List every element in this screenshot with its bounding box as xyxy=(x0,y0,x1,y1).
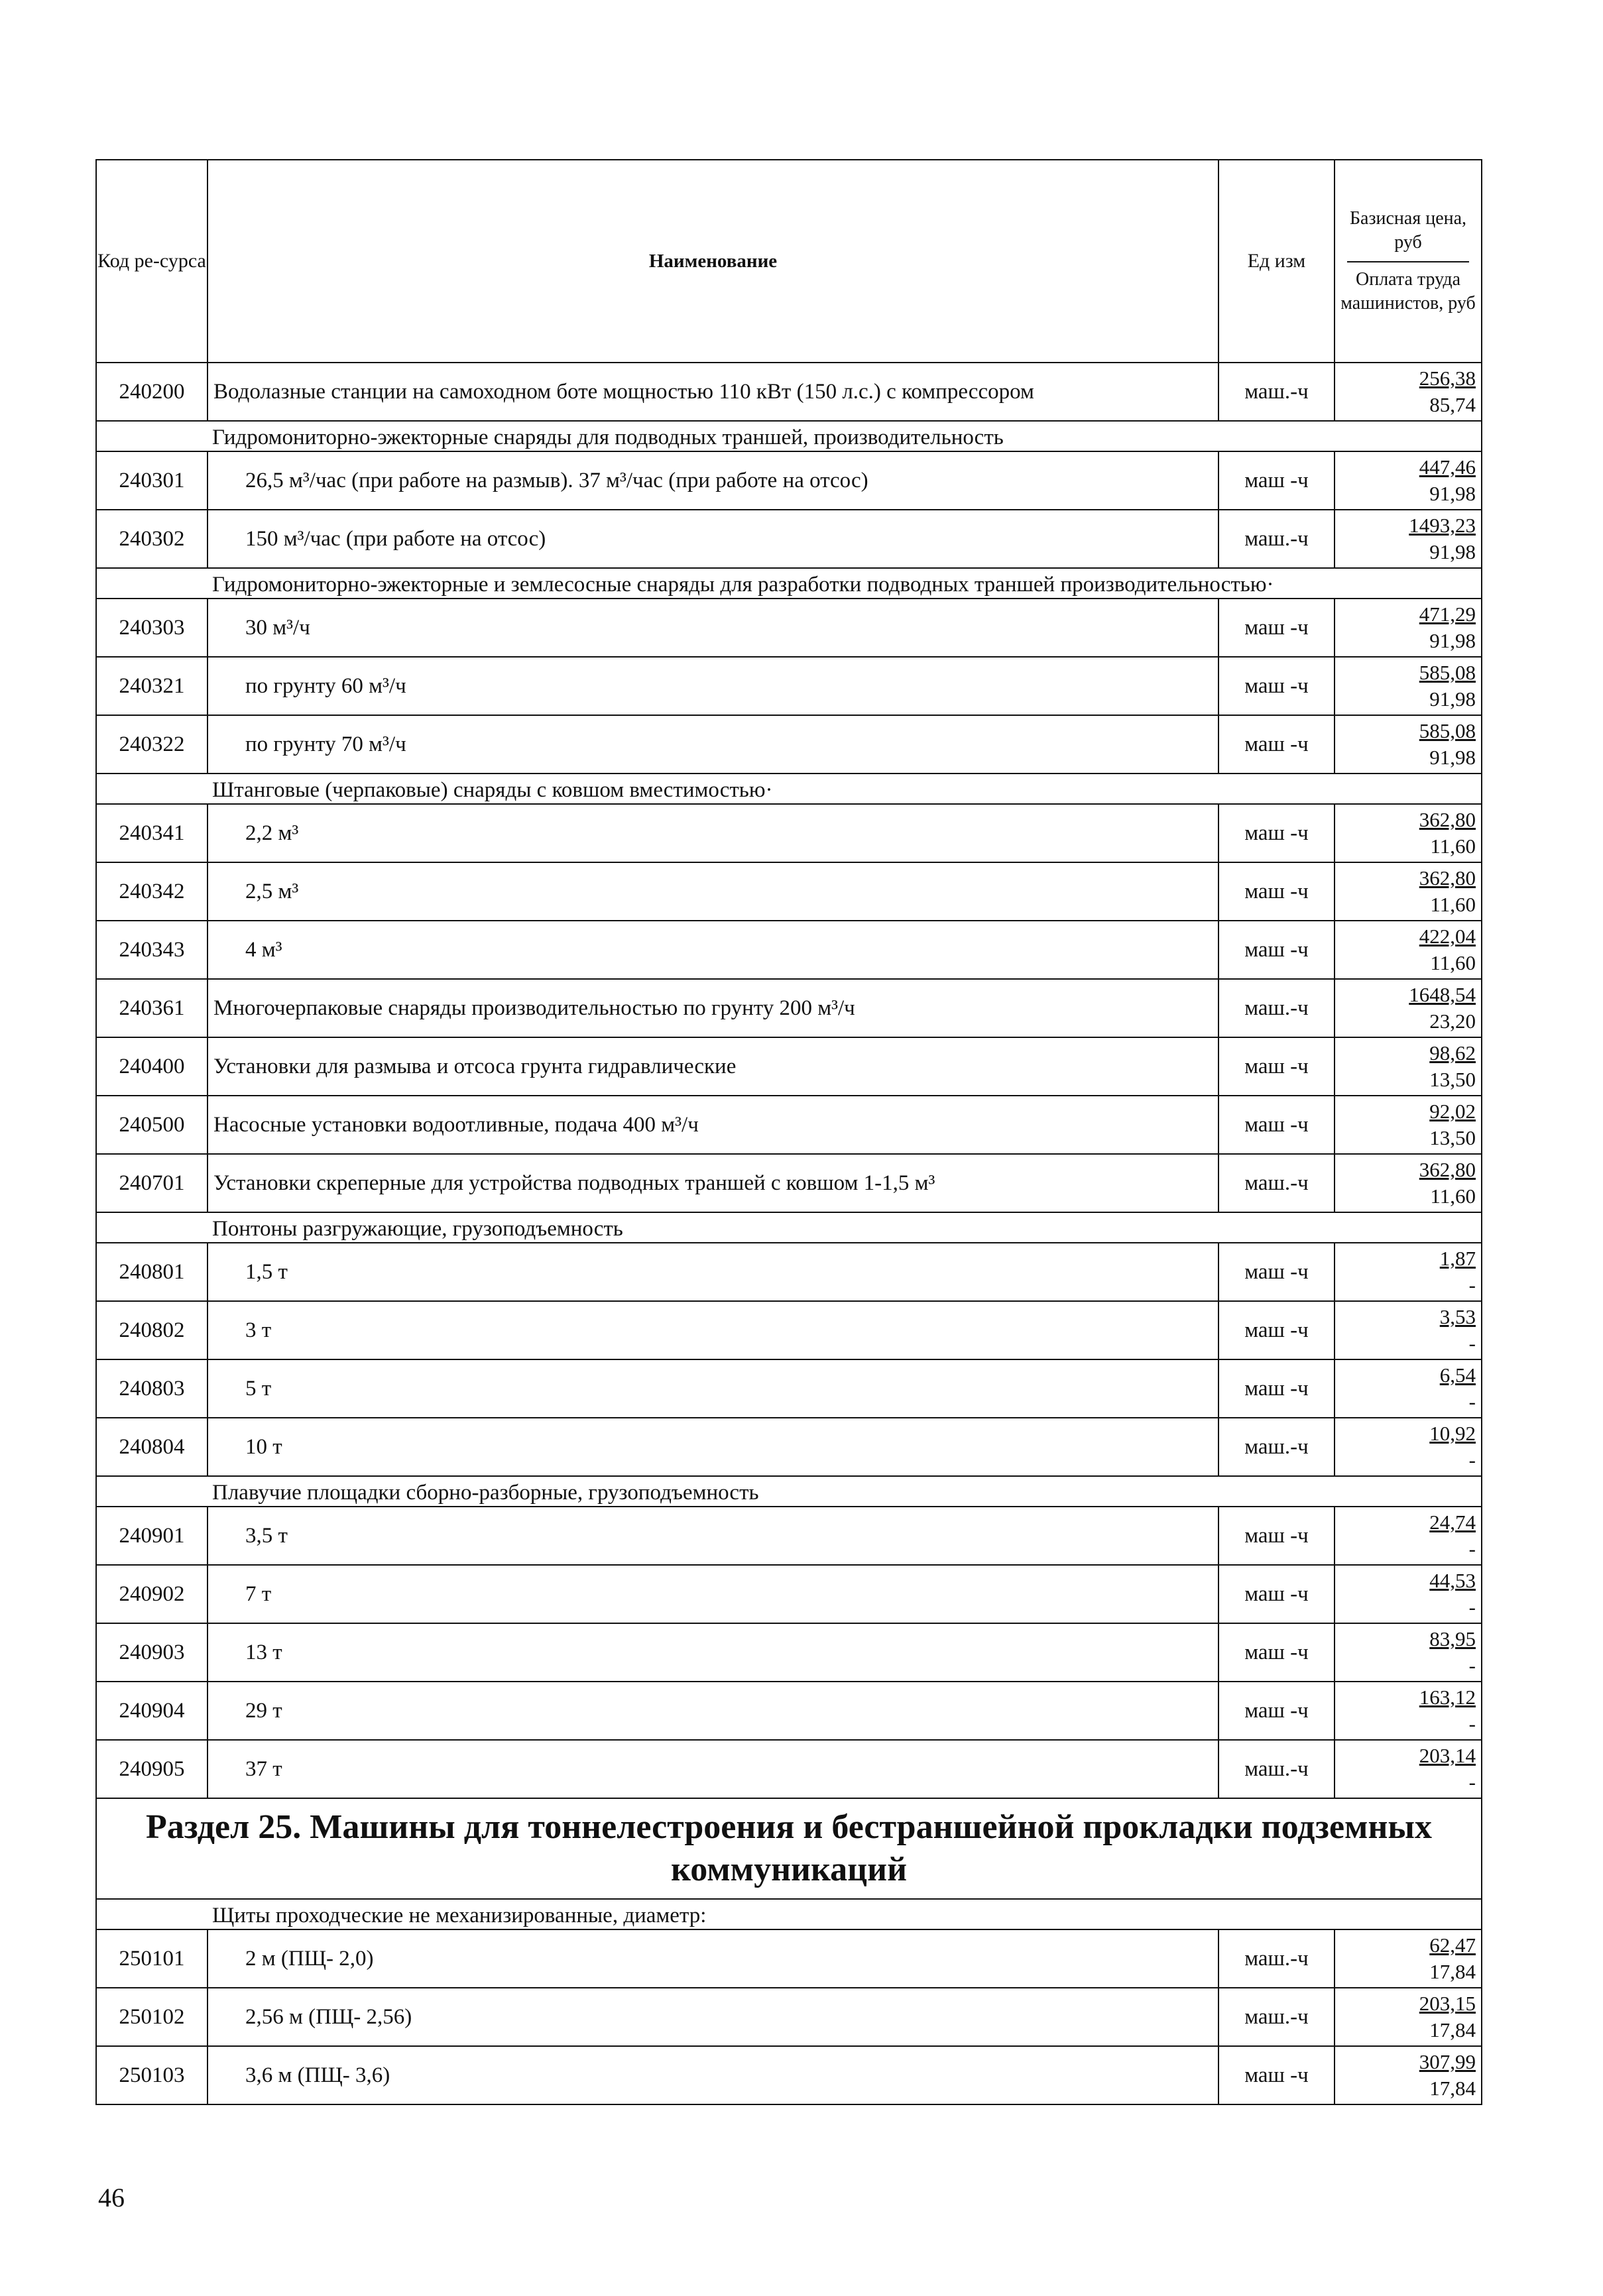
table-row xyxy=(96,510,1482,568)
group-heading-row xyxy=(96,1899,1482,1929)
unit-of-measure: маш -ч xyxy=(1218,1243,1335,1301)
base-price: 362,80 xyxy=(1419,866,1476,890)
price-cell xyxy=(1335,1418,1482,1476)
price-cell xyxy=(1335,1301,1482,1359)
table-row xyxy=(96,1565,1482,1623)
header-price xyxy=(1335,160,1482,363)
operator-wage: - xyxy=(1468,1390,1476,1413)
group-heading: Гидромониторно-эжекторные снаряды для подводных траншей, производительность xyxy=(96,421,1482,451)
table-row xyxy=(96,1037,1482,1096)
resource-code: 240341 xyxy=(96,804,208,862)
base-price: 362,80 xyxy=(1419,1158,1476,1181)
resource-code: 240903 xyxy=(96,1623,208,1682)
base-price: 1,87 xyxy=(1439,1247,1476,1270)
operator-wage: 13,50 xyxy=(1429,1068,1476,1091)
unit-of-measure: маш.-ч xyxy=(1218,1929,1335,1988)
unit-of-measure: маш -ч xyxy=(1218,1096,1335,1154)
unit-of-measure: маш.-ч xyxy=(1218,363,1335,421)
base-price: 83,95 xyxy=(1429,1627,1476,1650)
table-header-row xyxy=(96,160,1482,363)
unit-of-measure: маш.-ч xyxy=(1218,1988,1335,2046)
operator-wage: 13,50 xyxy=(1429,1126,1476,1149)
unit-of-measure: маш -ч xyxy=(1218,1507,1335,1565)
unit-of-measure: маш -ч xyxy=(1218,451,1335,510)
price-cell xyxy=(1335,862,1482,921)
group-heading-row xyxy=(96,568,1482,599)
resource-name: 37 т xyxy=(208,1740,1218,1798)
price-cell xyxy=(1335,1154,1482,1212)
table-row xyxy=(96,1301,1482,1359)
operator-wage: - xyxy=(1468,1654,1476,1677)
unit-of-measure: маш -ч xyxy=(1218,1623,1335,1682)
price-cell xyxy=(1335,1096,1482,1154)
resource-code: 240500 xyxy=(96,1096,208,1154)
base-price: 98,62 xyxy=(1429,1041,1476,1064)
resource-code: 240343 xyxy=(96,921,208,979)
resource-price-table xyxy=(95,159,1482,2105)
price-table-page xyxy=(95,159,1481,2105)
price-cell xyxy=(1335,1359,1482,1418)
base-price: 422,04 xyxy=(1419,925,1476,948)
base-price: 203,15 xyxy=(1419,1992,1476,2015)
base-price: 163,12 xyxy=(1419,1686,1476,1709)
base-price: 471,29 xyxy=(1419,603,1476,626)
unit-of-measure: маш -ч xyxy=(1218,657,1335,715)
price-cell xyxy=(1335,1682,1482,1740)
operator-wage: - xyxy=(1468,1273,1476,1296)
base-price: 307,99 xyxy=(1419,2050,1476,2073)
base-price: 3,53 xyxy=(1439,1305,1476,1328)
base-price: 1493,23 xyxy=(1409,514,1476,537)
resource-code: 240802 xyxy=(96,1301,208,1359)
resource-name: 10 т xyxy=(208,1418,1218,1476)
table-row xyxy=(96,1623,1482,1682)
resource-name: Многочерпаковые снаряды производительностью по грунту 200 м³/ч xyxy=(208,979,1218,1037)
table-row xyxy=(96,599,1482,657)
resource-name: 1,5 т xyxy=(208,1243,1218,1301)
price-cell xyxy=(1335,363,1482,421)
resource-code: 240901 xyxy=(96,1507,208,1565)
resource-code: 240801 xyxy=(96,1243,208,1301)
resource-name: Установки скреперные для устройства подводных траншей с ковшом 1-1,5 м³ xyxy=(208,1154,1218,1212)
operator-wage: 11,60 xyxy=(1430,951,1476,974)
unit-of-measure: маш -ч xyxy=(1218,1565,1335,1623)
resource-name: по грунту 70 м³/ч xyxy=(208,715,1218,774)
operator-wage: 91,98 xyxy=(1429,687,1476,711)
resource-code: 240904 xyxy=(96,1682,208,1740)
resource-name: по грунту 60 м³/ч xyxy=(208,657,1218,715)
price-cell xyxy=(1335,1740,1482,1798)
resource-code: 240303 xyxy=(96,599,208,657)
unit-of-measure: маш -ч xyxy=(1218,862,1335,921)
group-heading: Плавучие площадки сборно-разборные, грузоподъемность xyxy=(96,1476,1482,1507)
operator-wage: 91,98 xyxy=(1429,746,1476,769)
table-row xyxy=(96,1154,1482,1212)
resource-name: Водолазные станции на самоходном боте мощностью 110 кВт (150 л.с.) с компрессором xyxy=(208,363,1218,421)
operator-wage: 85,74 xyxy=(1429,393,1476,416)
table-row xyxy=(96,862,1482,921)
table-body xyxy=(96,363,1482,2104)
header-price-labor: Оплата труда машинистов, руб xyxy=(1340,269,1476,314)
operator-wage: 17,84 xyxy=(1429,2077,1476,2100)
price-cell xyxy=(1335,1929,1482,1988)
header-name: Наименование xyxy=(208,160,1218,363)
base-price: 203,14 xyxy=(1419,1744,1476,1767)
base-price: 24,74 xyxy=(1429,1511,1476,1534)
group-heading-row xyxy=(96,1212,1482,1243)
base-price: 585,08 xyxy=(1419,719,1476,742)
unit-of-measure: маш.-ч xyxy=(1218,510,1335,568)
operator-wage: 11,60 xyxy=(1430,1184,1476,1208)
table-row xyxy=(96,1988,1482,2046)
base-price: 10,92 xyxy=(1429,1422,1476,1445)
unit-of-measure: маш -ч xyxy=(1218,2046,1335,2104)
resource-code: 240902 xyxy=(96,1565,208,1623)
price-cell xyxy=(1335,1623,1482,1682)
resource-name: 3,5 т xyxy=(208,1507,1218,1565)
table-row xyxy=(96,1243,1482,1301)
base-price: 585,08 xyxy=(1419,661,1476,684)
operator-wage: 23,20 xyxy=(1429,1009,1476,1033)
unit-of-measure: маш -ч xyxy=(1218,715,1335,774)
resource-code: 240342 xyxy=(96,862,208,921)
resource-code: 240322 xyxy=(96,715,208,774)
group-heading-row xyxy=(96,1476,1482,1507)
price-cell xyxy=(1335,1988,1482,2046)
section-heading-row xyxy=(96,1798,1482,1899)
resource-name: 29 т xyxy=(208,1682,1218,1740)
operator-wage: 11,60 xyxy=(1430,893,1476,916)
table-row xyxy=(96,921,1482,979)
operator-wage: - xyxy=(1468,1770,1476,1794)
table-row xyxy=(96,363,1482,421)
base-price: 1648,54 xyxy=(1409,983,1476,1006)
resource-name: Установки для размыва и отсоса грунта гидравлические xyxy=(208,1037,1218,1096)
unit-of-measure: маш.-ч xyxy=(1218,1418,1335,1476)
price-cell xyxy=(1335,1243,1482,1301)
unit-of-measure: маш -ч xyxy=(1218,804,1335,862)
resource-code: 250101 xyxy=(96,1929,208,1988)
resource-name: 30 м³/ч xyxy=(208,599,1218,657)
table-row xyxy=(96,1682,1482,1740)
operator-wage: 17,84 xyxy=(1429,1960,1476,1983)
resource-name: 5 т xyxy=(208,1359,1218,1418)
table-row xyxy=(96,1929,1482,1988)
price-cell xyxy=(1335,2046,1482,2104)
table-row xyxy=(96,1507,1482,1565)
price-cell xyxy=(1335,921,1482,979)
unit-of-measure: маш -ч xyxy=(1218,1359,1335,1418)
base-price: 447,46 xyxy=(1419,455,1476,479)
table-row xyxy=(96,2046,1482,2104)
group-heading: Щиты проходческие не механизированные, диаметр: xyxy=(96,1899,1482,1929)
price-cell xyxy=(1335,657,1482,715)
operator-wage: - xyxy=(1468,1595,1476,1619)
base-price: 62,47 xyxy=(1429,1933,1476,1957)
resource-code: 240400 xyxy=(96,1037,208,1096)
price-cell xyxy=(1335,451,1482,510)
base-price: 6,54 xyxy=(1439,1363,1476,1387)
price-cell xyxy=(1335,1565,1482,1623)
operator-wage: 91,98 xyxy=(1429,540,1476,563)
table-row xyxy=(96,1096,1482,1154)
price-cell xyxy=(1335,979,1482,1037)
group-heading-row xyxy=(96,421,1482,451)
operator-wage: 91,98 xyxy=(1429,482,1476,505)
price-cell xyxy=(1335,1037,1482,1096)
resource-code: 240905 xyxy=(96,1740,208,1798)
operator-wage: 17,84 xyxy=(1429,2018,1476,2041)
resource-code: 250103 xyxy=(96,2046,208,2104)
unit-of-measure: маш -ч xyxy=(1218,1682,1335,1740)
resource-code: 240804 xyxy=(96,1418,208,1476)
table-row xyxy=(96,979,1482,1037)
operator-wage: - xyxy=(1468,1712,1476,1735)
resource-name: 2,2 м³ xyxy=(208,804,1218,862)
operator-wage: 11,60 xyxy=(1430,834,1476,858)
price-cell xyxy=(1335,1507,1482,1565)
operator-wage: - xyxy=(1468,1448,1476,1471)
resource-name: 150 м³/час (при работе на отсос) xyxy=(208,510,1218,568)
table-row xyxy=(96,804,1482,862)
unit-of-measure: маш -ч xyxy=(1218,1301,1335,1359)
resource-name: 4 м³ xyxy=(208,921,1218,979)
base-price: 362,80 xyxy=(1419,808,1476,831)
resource-code: 240301 xyxy=(96,451,208,510)
price-cell xyxy=(1335,510,1482,568)
resource-name: 13 т xyxy=(208,1623,1218,1682)
group-heading: Гидромониторно-эжекторные и землесосные снаряды для разработки подводных траншей производительностью· xyxy=(96,568,1482,599)
resource-code: 240200 xyxy=(96,363,208,421)
group-heading-row xyxy=(96,774,1482,804)
resource-name: 3 т xyxy=(208,1301,1218,1359)
table-row xyxy=(96,451,1482,510)
group-heading: Штанговые (черпаковые) снаряды с ковшом вместимостью· xyxy=(96,774,1482,804)
header-code: Код ре-сурса xyxy=(96,160,208,363)
table-row xyxy=(96,715,1482,774)
resource-name: 26,5 м³/час (при работе на размыв). 37 м³/час (при работе на отсос) xyxy=(208,451,1218,510)
resource-code: 240321 xyxy=(96,657,208,715)
resource-name: Насосные установки водоотливные, подача 400 м³/ч xyxy=(208,1096,1218,1154)
operator-wage: - xyxy=(1468,1537,1476,1560)
table-row xyxy=(96,1740,1482,1798)
header-unit: Ед изм xyxy=(1218,160,1335,363)
unit-of-measure: маш -ч xyxy=(1218,921,1335,979)
resource-name: 3,6 м (ПЩ- 3,6) xyxy=(208,2046,1218,2104)
resource-name: 2,56 м (ПЩ- 2,56) xyxy=(208,1988,1218,2046)
resource-code: 240701 xyxy=(96,1154,208,1212)
base-price: 44,53 xyxy=(1429,1569,1476,1592)
page-number: 46 xyxy=(98,2183,125,2212)
price-cell xyxy=(1335,599,1482,657)
operator-wage: 91,98 xyxy=(1429,629,1476,652)
table-row xyxy=(96,1418,1482,1476)
resource-code: 240302 xyxy=(96,510,208,568)
price-cell xyxy=(1335,804,1482,862)
section-title: Раздел 25. Машины для тоннелестроения и бестраншейной прокладки подземных коммуникаций xyxy=(96,1798,1482,1899)
unit-of-measure: маш -ч xyxy=(1218,1037,1335,1096)
unit-of-measure: маш.-ч xyxy=(1218,979,1335,1037)
resource-name: 2 м (ПЩ- 2,0) xyxy=(208,1929,1218,1988)
table-row xyxy=(96,1359,1482,1418)
resource-code: 250102 xyxy=(96,1988,208,2046)
unit-of-measure: маш.-ч xyxy=(1218,1740,1335,1798)
header-price-base: Базисная цена, руб xyxy=(1347,207,1469,262)
unit-of-measure: маш -ч xyxy=(1218,599,1335,657)
base-price: 256,38 xyxy=(1419,367,1476,390)
base-price: 92,02 xyxy=(1429,1100,1476,1123)
table-row xyxy=(96,657,1482,715)
resource-code: 240803 xyxy=(96,1359,208,1418)
resource-code: 240361 xyxy=(96,979,208,1037)
price-cell xyxy=(1335,715,1482,774)
operator-wage: - xyxy=(1468,1332,1476,1355)
resource-name: 7 т xyxy=(208,1565,1218,1623)
unit-of-measure: маш.-ч xyxy=(1218,1154,1335,1212)
group-heading: Понтоны разгружающие, грузоподъемность xyxy=(96,1212,1482,1243)
resource-name: 2,5 м³ xyxy=(208,862,1218,921)
